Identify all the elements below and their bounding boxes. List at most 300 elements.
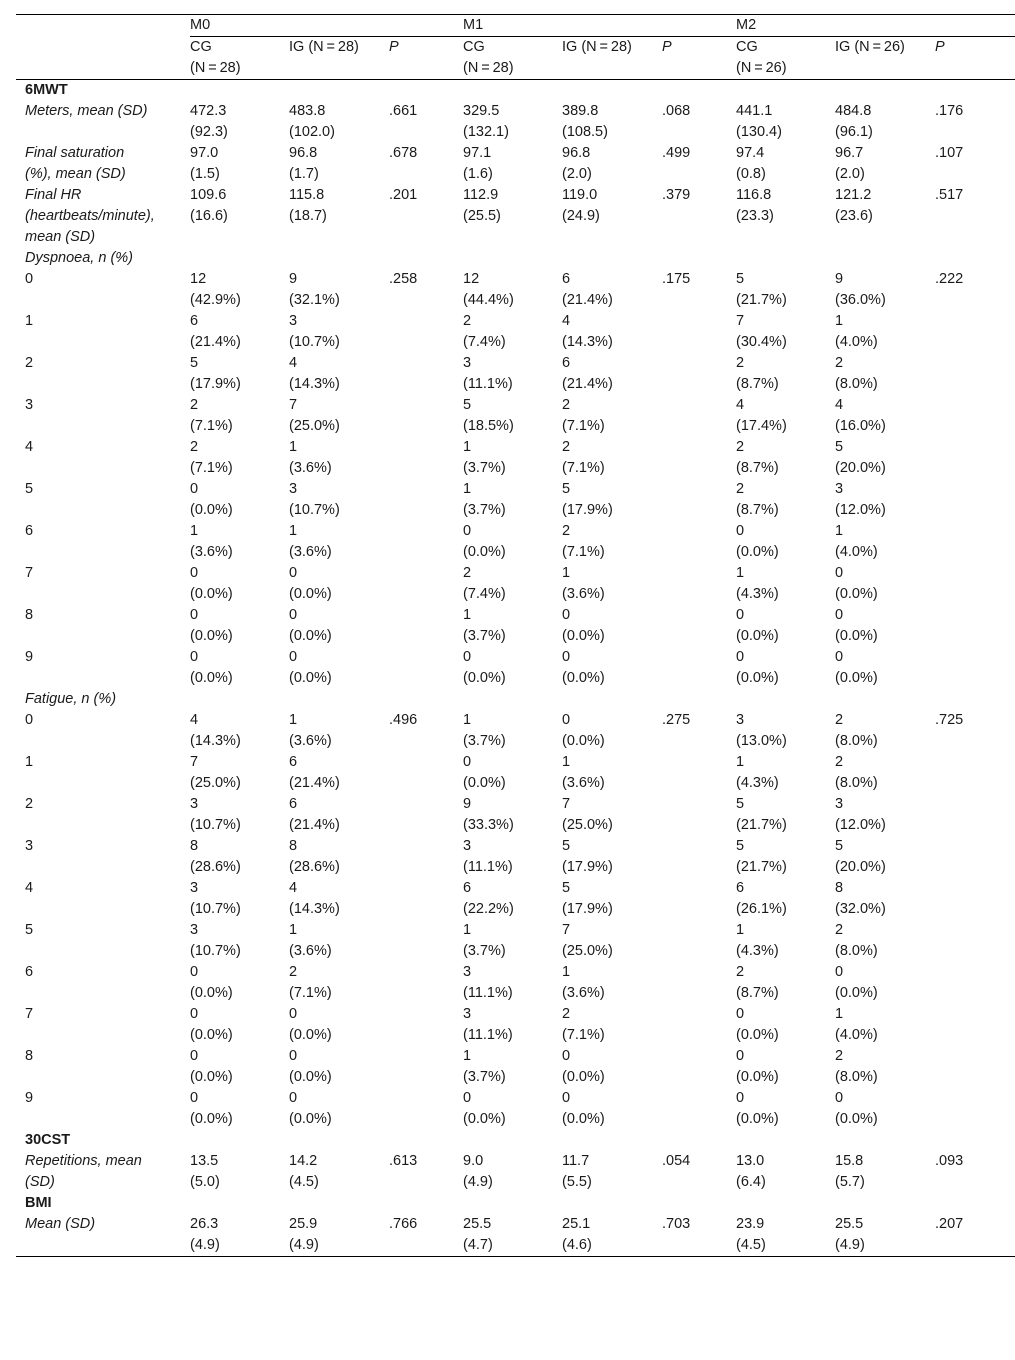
row-label [16,395,190,437]
cell-line: .725 [935,712,964,728]
cell-line: 109.6 [190,187,227,203]
table-cell [835,353,935,395]
cell-line: 0 [835,649,844,665]
table-cell [190,962,289,1004]
table-cell [190,752,289,794]
table-cell [389,1004,463,1046]
group-header-m0: M0 [190,15,463,37]
table-cell [736,563,835,605]
cell-line: 1 [463,481,472,497]
table-cell [935,962,1015,1004]
cell-line: (1.6) [463,166,493,182]
cell-line: Final HR [25,187,82,203]
cell-line: (7.1%) [562,1027,605,1043]
cell-line: (10.7%) [190,901,241,917]
table-cell [289,395,389,437]
table-cell [736,1151,835,1193]
table-cell [736,1088,835,1130]
cell-line: 441.1 [736,103,773,119]
cell-line: 119.0 [562,187,598,203]
empty-cell [662,248,736,269]
row-label [16,647,190,689]
table-cell [835,1046,935,1088]
cell-line: (3.7%) [463,1069,506,1085]
cell-line: 1 [463,439,472,455]
table-cell [389,878,463,920]
cell-line: (0.0%) [190,1111,233,1127]
cell-line: 96.8 [562,145,591,161]
empty-cell [463,1130,562,1151]
empty-cell [835,248,935,269]
table-row [16,920,1015,962]
cell-line: (0.0%) [289,628,332,644]
table-cell [463,605,562,647]
cell-line: 6 [25,523,34,539]
table-cell [289,1046,389,1088]
table-cell [736,185,835,248]
table-cell [463,101,562,143]
table-cell [463,710,562,752]
table-cell [736,920,835,962]
table-cell [289,563,389,605]
cell-line: (10.7%) [190,817,241,833]
table-cell [662,605,736,647]
cell-line: (8.0%) [835,376,878,392]
cell-line: 2 [562,397,571,413]
cell-line: 2 [562,523,571,539]
cell-line: 0 [562,1048,571,1064]
cell-line: (0.0%) [190,1027,233,1043]
cell-line: .207 [935,1216,964,1232]
cell-line: .766 [389,1216,418,1232]
cell-line: .093 [935,1153,964,1169]
row-label [16,794,190,836]
table-cell [562,1046,662,1088]
cell-line: (3.6%) [289,544,332,560]
cell-line: 2 [463,565,472,581]
empty-cell [835,1130,935,1151]
cell-line: 3 [190,880,199,896]
table-cell [463,563,562,605]
cell-line: 2 [289,964,298,980]
cell-line: (11.1%) [463,985,513,1001]
table-cell [662,1046,736,1088]
cell-line: 2 [835,754,844,770]
cell-line: 6 [736,880,745,896]
table-cell [835,437,935,479]
empty-cell [389,248,463,269]
table-cell [835,521,935,563]
cell-line: (5.0) [190,1174,220,1190]
cell-line: Meters, mean (SD) [25,103,148,119]
cell-line: IG (N = 28) [289,39,359,55]
cell-line: .379 [662,187,691,203]
row-label [16,269,190,311]
table-cell [935,521,1015,563]
cell-line: 0 [289,607,298,623]
empty-cell [736,80,835,102]
table-cell [935,1046,1015,1088]
cell-line: 12 [463,271,480,287]
table-cell [662,395,736,437]
cell-line: (32.1%) [289,292,340,308]
cell-line: (12.0%) [835,502,886,518]
cell-line: 2 [190,439,199,455]
table-cell [463,878,562,920]
cell-line: 121.2 [835,187,872,203]
empty-cell [289,80,389,102]
table-row [16,836,1015,878]
cell-line: (3.6%) [562,586,605,602]
table-cell [463,1214,562,1257]
table-row [16,605,1015,647]
table-cell [736,1214,835,1257]
table-cell [835,311,935,353]
table-cell [463,1046,562,1088]
cell-line: CG [736,39,758,55]
cell-line: (7.1%) [562,460,605,476]
section-row [16,1193,1015,1214]
cell-line: (4.9) [190,1237,220,1253]
cell-line: 3 [289,481,298,497]
empty-cell [562,1193,662,1214]
cell-line: 7 [289,397,298,413]
table-cell [736,1046,835,1088]
table-row [16,1088,1015,1130]
cell-line: (0.0%) [835,586,878,602]
cell-line: (1.5) [190,166,220,182]
cell-line: (21.4%) [289,775,340,791]
table-cell [935,437,1015,479]
table-cell [389,269,463,311]
cell-line: 1 [289,439,298,455]
cell-line: 5 [190,355,199,371]
table-cell [835,101,935,143]
cell-line: 0 [562,712,571,728]
cell-line: 1 [835,523,844,539]
cell-line: (36.0%) [835,292,886,308]
table-cell [662,1214,736,1257]
table-row [16,353,1015,395]
cell-line: (0.0%) [289,1069,332,1085]
cell-line: 15.8 [835,1153,864,1169]
cell-line: 1 [835,1006,844,1022]
cell-line: .068 [662,103,691,119]
cell-line: (7.1%) [562,418,605,434]
cell-line: (18.7) [289,208,327,224]
cell-line: 0 [463,523,472,539]
cell-line: 3 [736,712,745,728]
table-cell [662,962,736,1004]
cell-line: 25.1 [562,1216,591,1232]
cell-line: (18.5%) [463,418,514,434]
table-cell [736,962,835,1004]
cell-line: (%), mean (SD) [25,166,126,182]
cell-line: 0 [562,607,571,623]
cell-line: 1 [25,313,34,329]
cell-line: .258 [389,271,418,287]
cell-line: 5 [463,397,472,413]
cell-line: (92.3) [190,124,228,140]
cell-line: 0 [835,565,844,581]
table-cell [562,920,662,962]
cell-line: 112.9 [463,187,499,203]
cell-line: 0 [463,1090,472,1106]
cell-line: (25.5) [463,208,501,224]
table-cell [289,521,389,563]
table-cell [389,752,463,794]
table-body [16,15,1015,1257]
cell-line: (21.4%) [289,817,340,833]
cell-line: 1 [463,712,472,728]
table-cell [835,269,935,311]
cell-line: 6 [562,355,571,371]
table-cell [389,1088,463,1130]
cell-line: (4.5) [736,1237,766,1253]
category-title: Dyspnoea, n (%) [25,250,133,266]
table-cell [289,101,389,143]
table-row [16,479,1015,521]
cell-line: (6.4) [736,1174,766,1190]
cell-line: (N = 26) [736,60,787,76]
cell-line: 0 [190,607,199,623]
table-cell [289,1004,389,1046]
cell-line: P [389,39,399,55]
table-row [16,647,1015,689]
cell-line: (4.3%) [736,586,779,602]
table-row [16,101,1015,143]
empty-cell [190,689,289,710]
row-label [16,1046,190,1088]
table-cell [289,185,389,248]
cell-line: 4 [289,880,298,896]
cell-line: 97.1 [463,145,492,161]
empty-cell [662,689,736,710]
cell-line: P [662,39,672,55]
category-header-row [16,248,1015,269]
cell-line: (8.7%) [736,376,779,392]
empty-cell [389,689,463,710]
cell-line: .661 [389,103,418,119]
row-label [16,1151,190,1193]
empty-cell [562,689,662,710]
cell-line: (0.0%) [835,670,878,686]
row-label [16,185,190,248]
table-cell [463,437,562,479]
cell-line: .517 [935,187,964,203]
table-cell [190,143,289,185]
table-cell [562,143,662,185]
cell-line: (44.4%) [463,292,514,308]
cell-line: 26.3 [190,1216,219,1232]
cell-line: 1 [289,523,298,539]
cell-line: (0.8) [736,166,766,182]
cell-line: (N = 28) [463,60,514,76]
table-cell [463,1088,562,1130]
cell-line: (0.0%) [190,586,233,602]
cell-line: (0.0%) [289,670,332,686]
table-cell [835,395,935,437]
cell-line: 0 [463,649,472,665]
table-cell [289,920,389,962]
table-cell [662,479,736,521]
empty-cell [935,80,1015,102]
cell-line: 5 [835,838,844,854]
cell-line: .613 [389,1153,418,1169]
cell-line: 4 [736,397,745,413]
cell-line: 0 [835,1090,844,1106]
cell-line: 4 [25,439,34,455]
table-row [16,269,1015,311]
cell-line: (4.0%) [835,544,878,560]
cell-line: (21.7%) [736,292,787,308]
cell-line: 2 [562,1006,571,1022]
cell-line: 7 [190,754,199,770]
cell-line: (0.0%) [190,502,233,518]
table-cell [389,437,463,479]
subheader-m2-ig [835,37,935,80]
table-cell [835,1004,935,1046]
cell-line: 0 [463,754,472,770]
table-cell [935,1088,1015,1130]
category-title: Fatigue, n (%) [25,691,117,707]
table-cell [463,920,562,962]
table-cell [935,836,1015,878]
cell-line: (130.4) [736,124,782,140]
table-cell [835,710,935,752]
cell-line: 0 [190,565,199,581]
cell-line: (0.0%) [736,670,779,686]
cell-line: (10.7%) [190,943,241,959]
table-cell [736,605,835,647]
cell-line: (0.0%) [190,670,233,686]
cell-line: 472.3 [190,103,227,119]
cell-line: 97.0 [190,145,219,161]
table-cell [662,647,736,689]
table-cell [562,878,662,920]
table-cell [190,311,289,353]
cell-line: (8.7%) [736,502,779,518]
cell-line: 9 [835,271,844,287]
cell-line: 4 [25,880,34,896]
table-cell [289,311,389,353]
table-cell [736,143,835,185]
table-cell [935,1151,1015,1193]
table-cell [389,1046,463,1088]
table-cell [389,962,463,1004]
cell-line: (30.4%) [736,334,787,350]
table-cell [463,1151,562,1193]
cell-line: 0 [190,964,199,980]
table-cell [935,605,1015,647]
cell-line: 2 [190,397,199,413]
cell-line: .499 [662,145,691,161]
cell-line: (0.0%) [562,733,605,749]
cell-line: (8.7%) [736,985,779,1001]
cell-line: Repetitions, mean [25,1153,142,1169]
table-cell [736,1004,835,1046]
empty-cell [562,1130,662,1151]
cell-line: (14.3%) [562,334,613,350]
cell-line: 8 [835,880,844,896]
cell-line: 8 [289,838,298,854]
table-cell [389,521,463,563]
cell-line: 25.5 [835,1216,864,1232]
table-cell [662,101,736,143]
table-cell [289,1151,389,1193]
cell-line: 11.7 [562,1153,590,1169]
table-cell [190,1004,289,1046]
cell-line: .275 [662,712,691,728]
empty-cell [389,1130,463,1151]
table-cell [389,563,463,605]
table-cell [662,563,736,605]
cell-line: 0 [835,607,844,623]
empty-cell [736,248,835,269]
table-row [16,143,1015,185]
cell-line: 0 [25,271,34,287]
table-cell [289,605,389,647]
cell-line: (0.0%) [463,775,506,791]
cell-line: (4.0%) [835,1027,878,1043]
cell-line: 2 [736,355,745,371]
table-cell [562,185,662,248]
cell-line: (4.9) [463,1174,493,1190]
table-cell [662,437,736,479]
cell-line: (3.7%) [463,943,506,959]
cell-line: .107 [935,145,964,161]
cell-line: 6 [463,880,472,896]
row-label [16,836,190,878]
cell-line: (8.0%) [835,775,878,791]
cell-line: (0.0%) [736,544,779,560]
cell-line: 14.2 [289,1153,318,1169]
empty-cell [935,1193,1015,1214]
table-cell [562,437,662,479]
table-cell [463,311,562,353]
table-cell [835,1214,935,1257]
table-row [16,1151,1015,1193]
cell-line: 3 [463,355,472,371]
cell-line: 3 [463,1006,472,1022]
cell-line: 389.8 [562,103,599,119]
cell-line: (11.1%) [463,859,513,875]
empty-cell [662,1130,736,1151]
table-cell [935,101,1015,143]
table-cell [463,143,562,185]
table-cell [935,710,1015,752]
cell-line: 6 [289,754,298,770]
cell-line: (20.0%) [835,460,886,476]
table-cell [835,794,935,836]
cell-line: 1 [562,754,571,770]
cell-line: 1 [562,964,571,980]
cell-line: (3.7%) [463,502,506,518]
cell-line: 1 [463,922,472,938]
cell-line: 1 [463,607,472,623]
empty-cell [289,248,389,269]
cell-line: 0 [736,607,745,623]
cell-line: 1 [190,523,199,539]
table-cell [289,143,389,185]
cell-line: 4 [190,712,199,728]
cell-line: 9 [25,649,34,665]
cell-line: 97.4 [736,145,765,161]
section-row [16,80,1015,102]
section-title: BMI [25,1195,52,1211]
table-cell [463,479,562,521]
empty-cell [935,248,1015,269]
